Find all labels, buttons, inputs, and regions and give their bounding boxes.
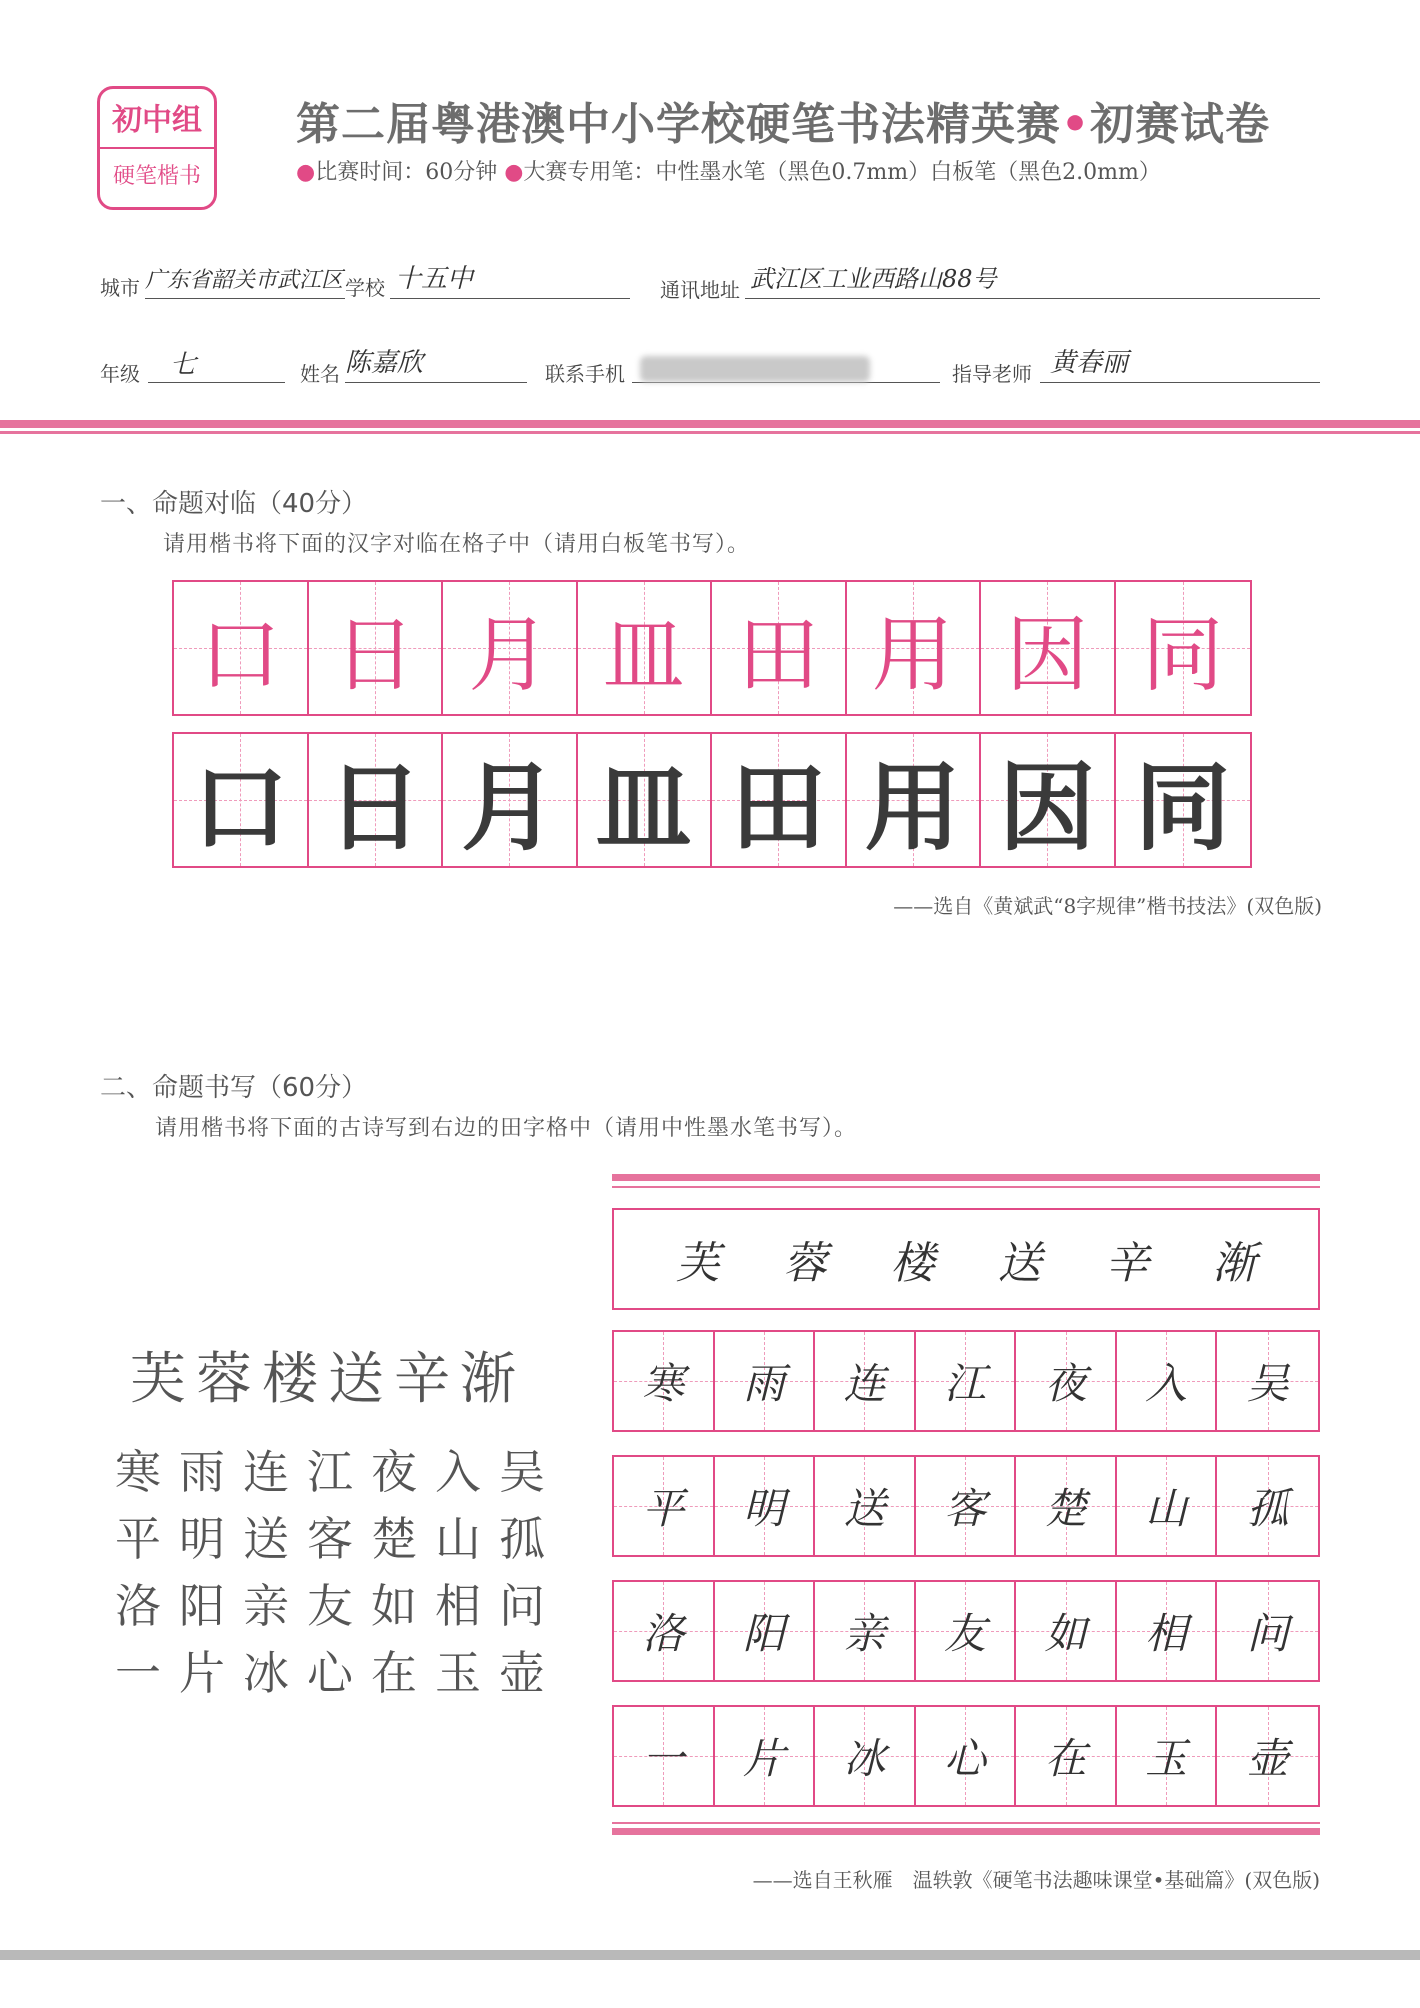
writing-bottom-bar-thin [612,1822,1320,1824]
poem-line: 寒雨连江夜入吴 [115,1445,563,1499]
time-text: 比赛时间：60分钟 [315,160,498,185]
writing-cell[interactable]: 友 [916,1582,1017,1680]
writing-cell[interactable]: 一 [614,1707,715,1805]
model-cell: 因 [981,582,1116,714]
practice-cell[interactable]: 田 [712,734,847,866]
model-cell: 同 [1116,582,1251,714]
writing-cell[interactable]: 亲 [815,1582,916,1680]
grade-value: 七 [170,350,197,380]
writing-cell[interactable]: 心 [916,1707,1017,1805]
group-badge [97,86,217,210]
badge-group-label: 初中组 [100,95,214,149]
title-main: 第二届粤港澳中小学校硬笔书法精英赛 [296,99,1061,150]
writing-row [612,1705,1320,1807]
footer-edge [0,1950,1420,1960]
teacher-value: 黄春丽 [1050,348,1129,378]
header-divider-thin [0,431,1420,434]
writing-cell[interactable]: 在 [1016,1707,1117,1805]
model-cell: 日 [309,582,444,714]
writing-bottom-bar [612,1828,1320,1835]
practice-cell[interactable]: 月 [443,734,578,866]
writing-cell[interactable]: 送 [815,1457,916,1555]
title-dot: • [1061,99,1091,150]
page-title [296,88,1270,152]
poem-line: 洛阳亲友如相问 [115,1579,563,1633]
writing-row [612,1330,1320,1432]
writing-cell[interactable]: 如 [1016,1582,1117,1680]
name-label: 姓名 [300,362,340,386]
teacher-label: 指导老师 [952,362,1032,386]
writing-cell[interactable]: 片 [715,1707,816,1805]
writing-cell[interactable]: 平 [614,1457,715,1555]
school-label: 学校 [345,276,385,300]
practice-cell[interactable]: 皿 [578,734,713,866]
writing-cell[interactable]: 连 [815,1332,916,1430]
writing-cell[interactable]: 夜 [1016,1332,1117,1430]
school-value: 十五中 [395,264,474,294]
practice-cell[interactable]: 用 [847,734,982,866]
practice-cell[interactable]: 同 [1116,734,1251,866]
name-value: 陈嘉欣 [345,348,424,378]
writing-cell[interactable]: 冰 [815,1707,916,1805]
bullet-icon: ● [504,160,524,185]
section1-instruction: 请用楷书将下面的汉字对临在格子中（请用白板笔书写）。 [163,532,751,557]
writing-row [612,1455,1320,1557]
writing-cell[interactable]: 寒 [614,1332,715,1430]
practice-cell[interactable]: 因 [981,734,1116,866]
section2-heading: 二、命题书写（60分） [100,1073,368,1103]
writing-top-bar [612,1174,1320,1181]
poem-line: 平明送客楚山孤 [115,1512,563,1566]
poem-line: 一片冰心在玉壶 [115,1646,563,1700]
writing-cell[interactable]: 楚 [1016,1457,1117,1555]
pen-text: 大赛专用笔：中性墨水笔（黑色0.7mm）白板笔（黑色2.0mm） [523,160,1161,185]
city-value: 广东省韶关市武江区 [145,268,344,293]
model-cell: 田 [712,582,847,714]
section2-citation: ——选自王秋雁 温轶敦《硬笔书法趣味课堂•基础篇》(双色版) [752,1868,1320,1892]
writing-cell[interactable]: 壶 [1217,1707,1318,1805]
written-title-box[interactable]: 芙 蓉 楼 送 辛 渐 [612,1208,1320,1310]
section1-heading: 一、命题对临（40分） [100,489,368,519]
practice-grid [172,732,1252,868]
writing-cell[interactable]: 江 [916,1332,1017,1430]
badge-style-label: 硬笔楷书 [112,164,201,189]
title-tail: 初赛试卷 [1090,99,1271,150]
practice-cell[interactable]: 口 [174,734,309,866]
writing-cell[interactable]: 孤 [1217,1457,1318,1555]
phone-label: 联系手机 [545,362,625,386]
model-grid [172,580,1252,716]
writing-cell[interactable]: 玉 [1117,1707,1218,1805]
writing-cell[interactable]: 吴 [1217,1332,1318,1430]
exam-info-line [296,155,1161,186]
bullet-icon: ● [296,160,316,185]
writing-cell[interactable]: 雨 [715,1332,816,1430]
grade-label: 年级 [100,362,140,386]
section1-citation: ——选自《黄斌武“8字规律”楷书技法》(双色版) [893,894,1322,918]
model-cell: 皿 [578,582,713,714]
model-cell: 用 [847,582,982,714]
model-cell: 口 [174,582,309,714]
model-cell: 月 [443,582,578,714]
address-value: 武江区工业西路山88号 [750,265,997,293]
address-label: 通讯地址 [660,278,740,302]
writing-cell[interactable]: 入 [1117,1332,1218,1430]
writing-cell[interactable]: 明 [715,1457,816,1555]
practice-cell[interactable]: 日 [309,734,444,866]
writing-cell[interactable]: 问 [1217,1582,1318,1680]
writing-cell[interactable]: 阳 [715,1582,816,1680]
writing-cell[interactable]: 相 [1117,1582,1218,1680]
grade-field[interactable] [148,352,285,383]
writing-cell[interactable]: 洛 [614,1582,715,1680]
header-divider [0,420,1420,428]
writing-cell[interactable]: 山 [1117,1457,1218,1555]
writing-row [612,1580,1320,1682]
writing-top-bar-thin [612,1186,1320,1188]
city-label: 城市 [100,276,140,300]
phone-redacted [640,356,870,382]
writing-cell[interactable]: 客 [916,1457,1017,1555]
poem-title: 芙蓉楼送辛渐 [130,1347,526,1412]
section2-instruction: 请用楷书将下面的古诗写到右边的田字格中（请用中性墨水笔书写）。 [155,1116,858,1141]
